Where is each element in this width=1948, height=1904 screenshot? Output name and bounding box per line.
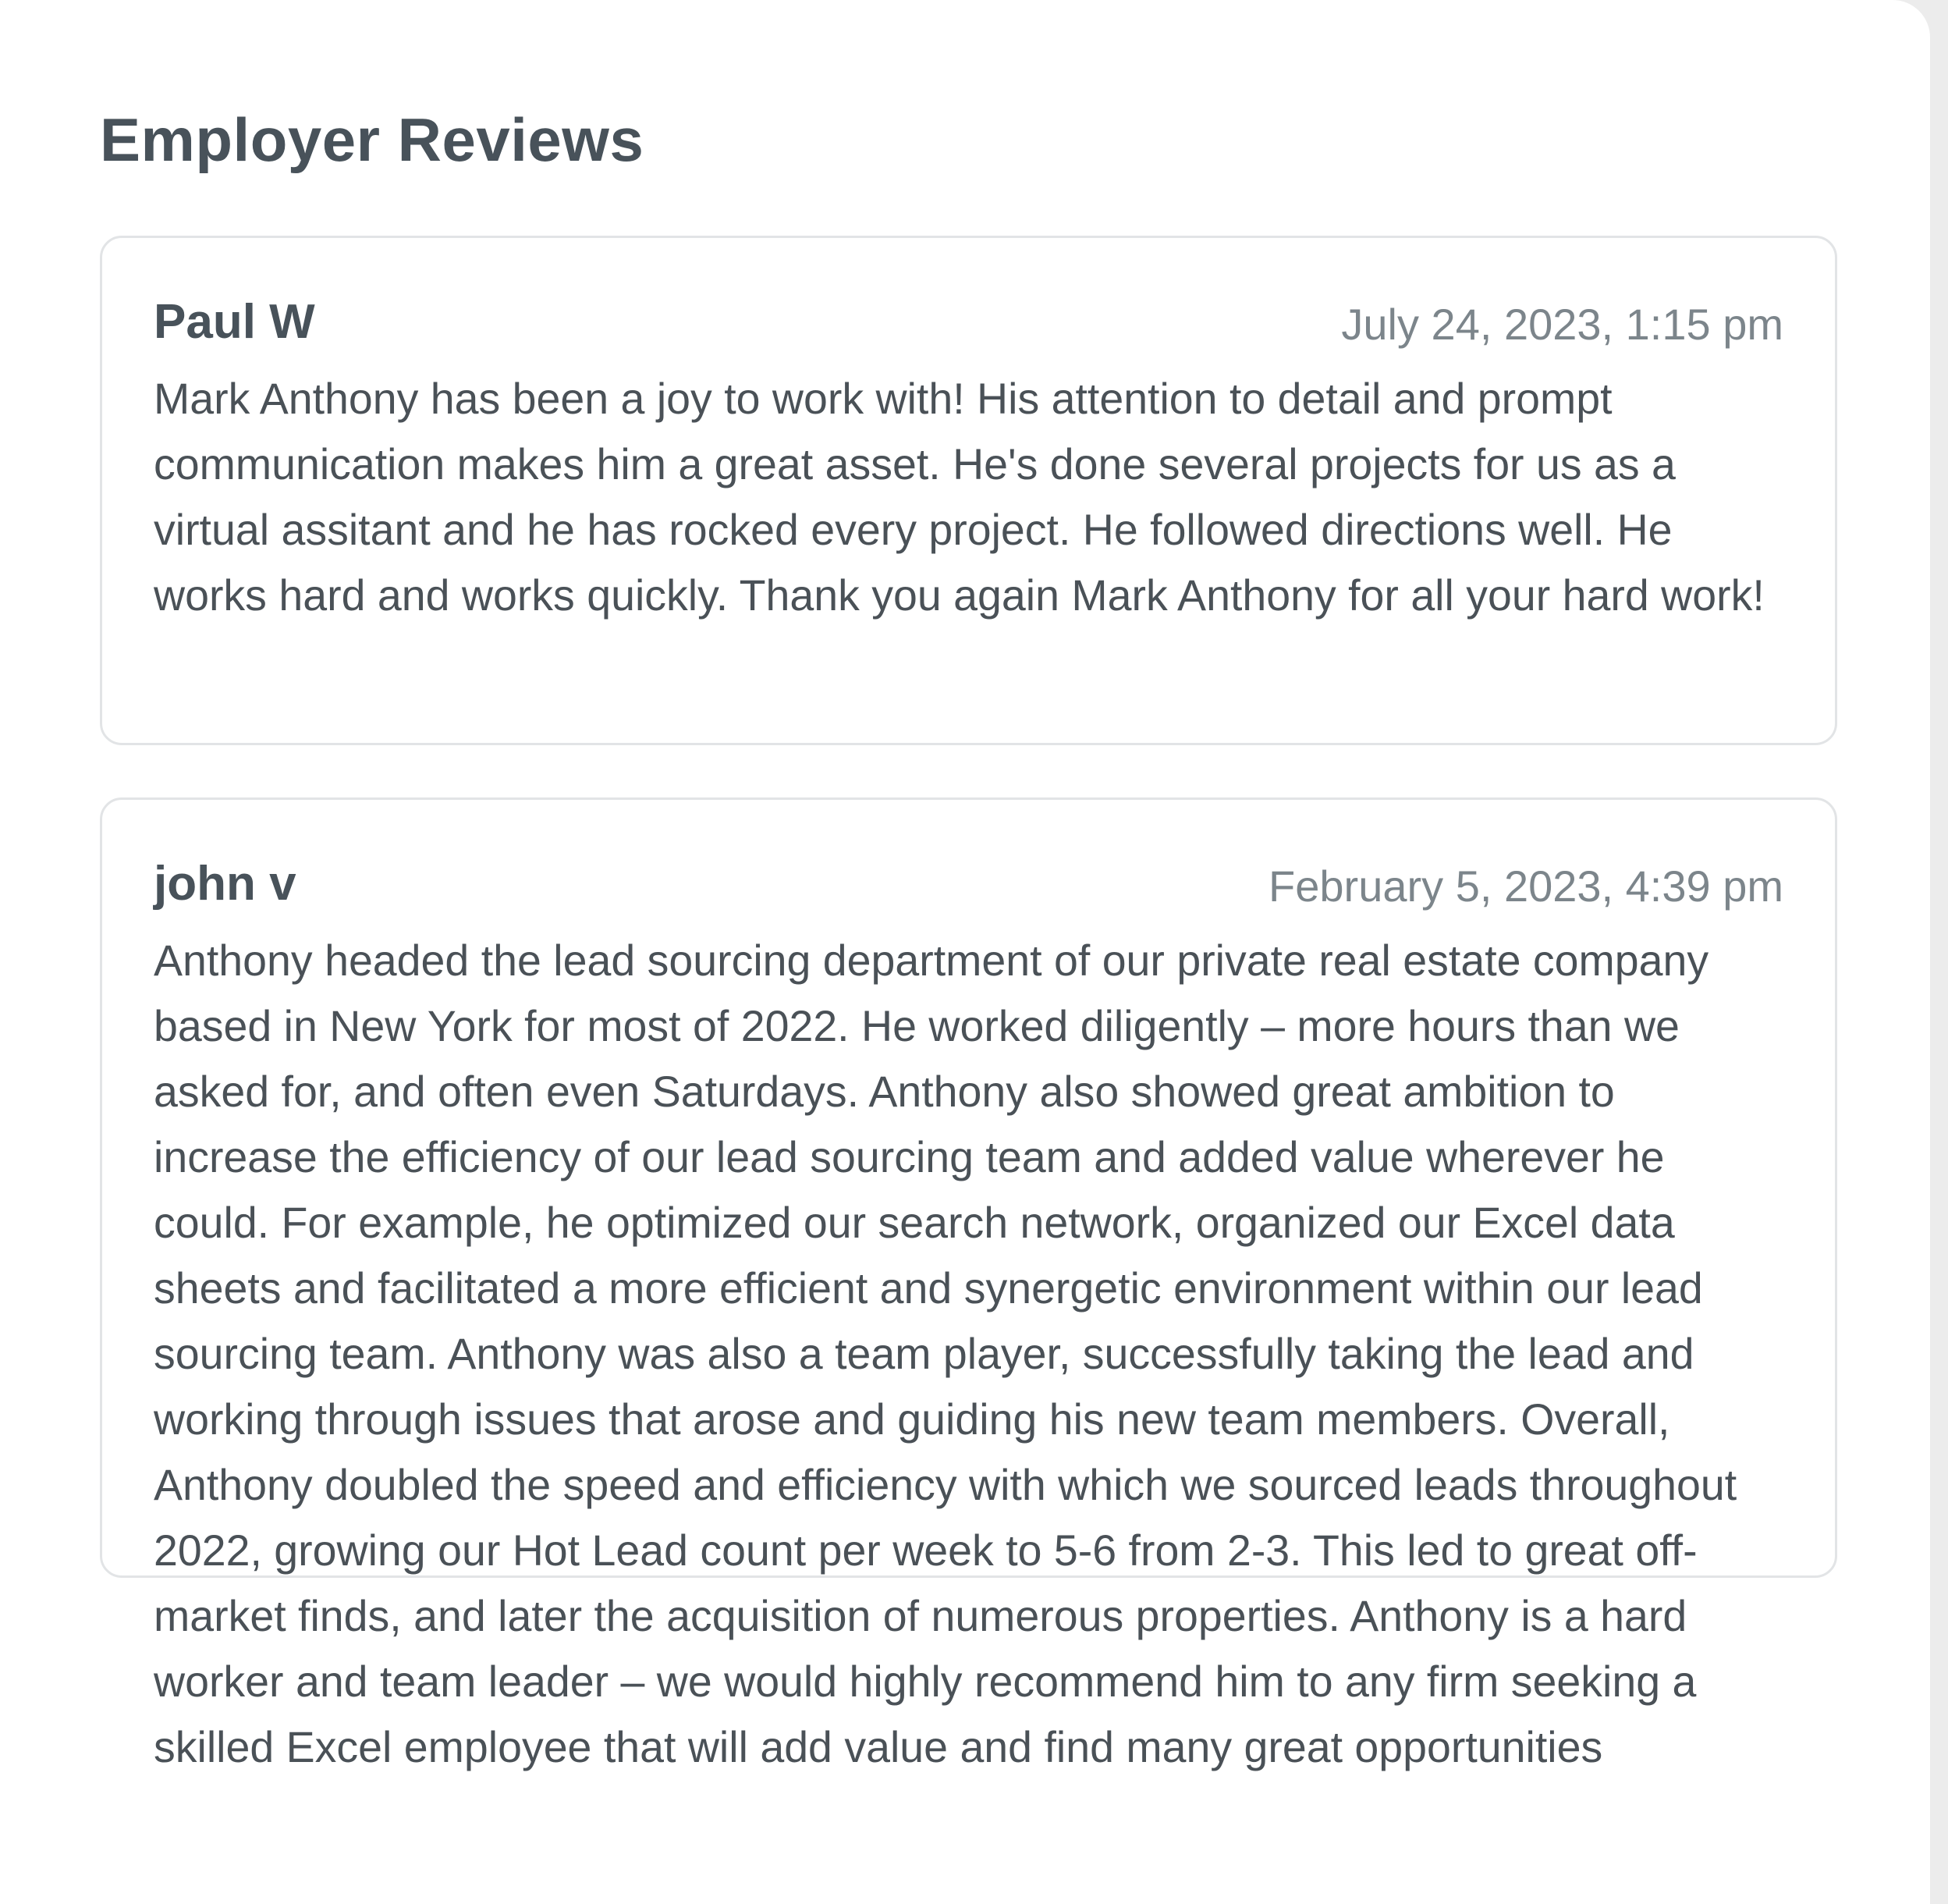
review-header <box>154 848 1783 915</box>
review-date: February 5, 2023, 4:39 pm <box>1269 861 1783 911</box>
reviewer-name: john v <box>154 857 296 911</box>
review-text: Anthony headed the lead sourcing department of our private real estate company based in New York for most of 2022. He worked diligently – more hours than we asked for, and often even Saturdays. Anthony also showed great ambition to increase the efficiency of our lead sourcing team and added value wherever he could. For example, he optimized our search network, organized our Excel data sheets and facilitated a more efficient and synergetic environment within our lead sourcing team. Anthony was also a team player, successfully taking the lead and working through issues that arose and guiding his new team members. Overall, Anthony doubled the speed and efficiency with which we sourced leads throughout 2022, growing our Hot Lead count per week to 5-6 from 2-3. This led to great off-market finds, and later the acquisition of numerous properties. Anthony is a hard worker and team leader – we would highly recommend him to any firm seeking a skilled Excel employee that will add value and find many great opportunities <box>154 936 1737 1771</box>
review-card <box>100 797 1837 1771</box>
review-date: July 24, 2023, 1:15 pm <box>1341 300 1783 349</box>
review-text: Mark Anthony has been a joy to work with! His attention to detail and prompt communication makes him a great asset. He's done several projects for us as a virtual assitant and he has rocked every project. He followed directions well. He works hard and works quickly. Thank you again Mark Anthony for all your hard work! <box>154 375 1765 620</box>
reviewer-name: Paul W <box>154 295 315 349</box>
page-title: Employer Reviews <box>100 105 644 174</box>
review-header <box>154 286 1783 353</box>
review-card <box>100 236 1837 745</box>
